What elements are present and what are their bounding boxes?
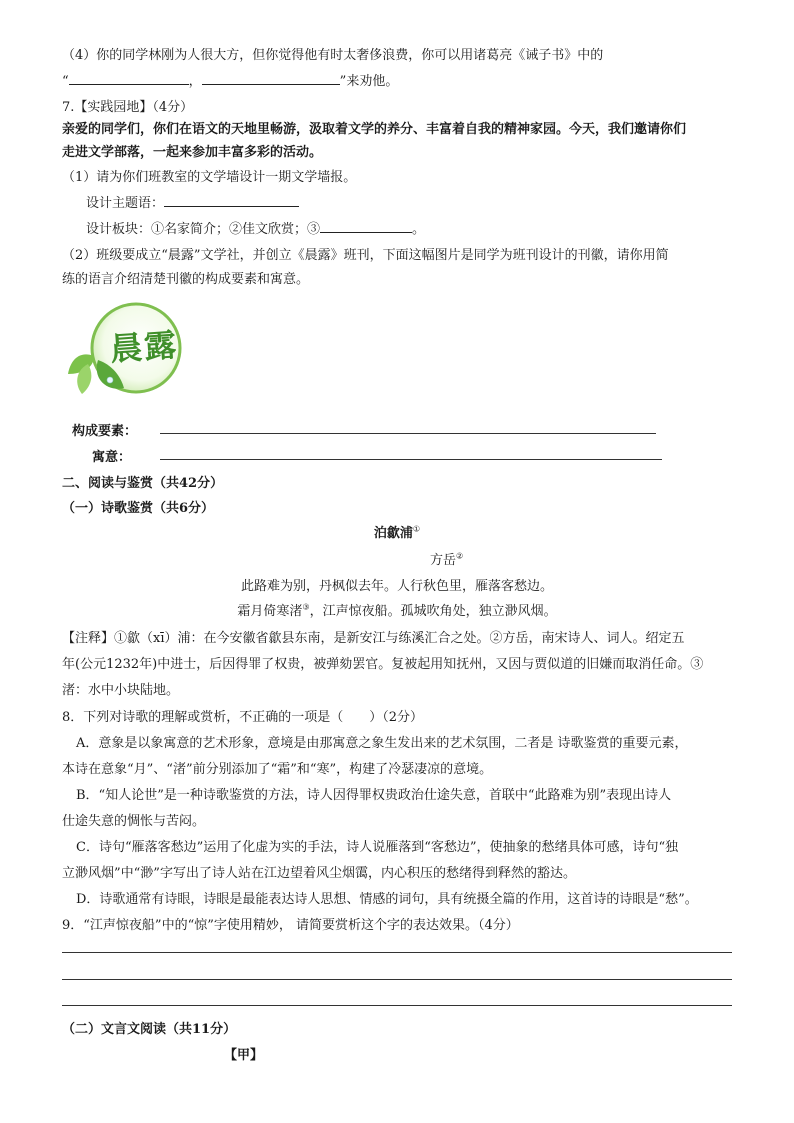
q4-open-quote: “ [62,74,69,89]
q9-stem: 9．“江声惊夜船”中的“惊”字使用精妙， 请简要赏析这个字的表达效果。（4分） [62,918,519,933]
q7-sub2-line1: （2）班级要成立“晨露”文学社，并创立《晨露》班刊，下面这幅图片是同学为班刊设计的刊徽，请你用简 [62,248,669,263]
notes-line1: 【注释】①歙（xī）浦：在今安徽省歙县东南，是新安江与练溪汇合之处。②方岳，南宋诗人、词人。绍定五 [62,631,685,646]
q7-meaning-label: 寓意： [92,450,132,465]
jia-label: 【甲】 [224,1048,264,1063]
section2-part2: （二）文言文阅读（共11分） [62,1022,237,1037]
poem-author: 方岳 [430,553,457,568]
poem-line2-note: ③ [302,602,310,612]
q7-board-end: 。 [412,222,426,237]
q8-option-a-line1[interactable]: A．意象是以象寓意的艺术形象，意境是由那寓意之象生发出来的艺术氛围，二者是 诗歌鉴赏的重要元素， [76,736,688,751]
q7-theme-row [86,192,299,211]
q7-board-label: 设计板块：①名家简介；②佳文欣赏；③ [86,222,321,237]
q4-blank-1[interactable] [69,70,189,85]
q7-intro-2: 走进文学部落，一起来参加丰富多彩的活动。 [62,145,323,160]
q7-title: 7.【实践园地】（4分） [62,100,194,115]
q8-option-c-line2: 立渺风烟”中“渺”字写出了诗人站在江边望着风尘烟霭，内心积压的愁绪得到释然的豁达。 [62,866,576,881]
q7-sub1: （1）请为你们班教室的文学墙设计一期文学墙报。 [62,170,357,185]
section2-part1: （一）诗歌鉴赏（共6分） [62,501,215,516]
q4-blank-2[interactable] [202,70,340,85]
q8-option-a-line2: 本诗在意象“月”、“渚”前分别添加了“霜”和“寒”，构建了冷瑟凄凉的意境。 [62,762,493,777]
q8-stem: 8．下列对诗歌的理解或赏析，不正确的一项是（ ）（2分） [62,710,424,725]
q8-option-b-line2: 仕途失意的惆怅与苦闷。 [62,814,206,829]
q4-line1: （4）你的同学林刚为人很大方，但你觉得他有时太奢侈浪费，你可以用诸葛亮《诫子书》中的 [62,48,604,63]
poem-author-row [430,549,463,568]
q4-comma: ， [188,74,202,89]
q8-option-d-line1[interactable]: D．诗歌通常有诗眼，诗眼是最能表达诗人思想、情感的词句，具有统摄全篇的作用，这首诗的诗眼是“愁”。 [76,892,698,907]
poem-author-note: ② [456,551,464,561]
q7-theme-blank[interactable] [164,192,299,207]
poem-line1: 此路难为别，丹枫似去年。人行秋色里，雁落客愁边。 [240,579,553,594]
q4-answer-line [62,70,398,89]
poem-line2-row [0,600,794,619]
poem-title-note: ① [412,524,421,534]
q7-board-row [86,218,425,237]
q7-theme-label: 设计主题语： [86,196,165,211]
poem-title: 泊歙浦 [373,526,413,541]
q9-answer-line-2[interactable] [62,979,732,980]
q7-board-blank[interactable] [320,218,412,233]
notes-line3: 渚：水中小块陆地。 [62,683,180,698]
q9-answer-line-1[interactable] [62,952,732,953]
q8-option-c-line1[interactable]: C．诗句“雁落客愁边”运用了化虚为实的手法，诗人说雁落到“客愁边”，使抽象的愁绪具体可感，诗句“独 [76,840,679,855]
chenlu-logo [58,300,198,400]
q7-elements-answer-line[interactable] [160,433,656,434]
q7-sub2-line2: 练的语言介绍清楚刊徽的构成要素和寓意。 [62,272,310,287]
q8-option-b-line1[interactable]: B．“知人论世”是一种诗歌鉴赏的方法，诗人因得罪权贵政治仕途失意，首联中“此路难为别”表现出诗人 [76,788,672,803]
q4-close: ”来劝他。 [339,74,399,89]
poem-title-row [0,522,794,541]
notes-line2: 年(公元1232年)中进士，后因得罪了权贵，被弹劾罢官。复被起用知抚州，又因与贾似道的旧嫌而取消任命。③ [62,657,704,672]
q7-meaning-answer-line[interactable] [160,459,662,460]
logo-text: 晨露 [108,325,180,369]
poem-line2b: ，江声惊夜船。孤城吹角处，独立渺风烟。 [309,604,557,619]
q7-intro-1: 亲爱的同学们，你们在语文的天地里畅游，汲取着文学的养分、丰富着自我的精神家园。今天，我们邀请你们 [62,122,687,137]
section2-title: 二、阅读与鉴赏（共42分） [62,476,224,491]
q9-answer-line-3[interactable] [62,1005,732,1006]
q7-elements-label: 构成要素： [72,424,138,439]
poem-line2a: 霜月倚寒渚 [237,604,303,619]
